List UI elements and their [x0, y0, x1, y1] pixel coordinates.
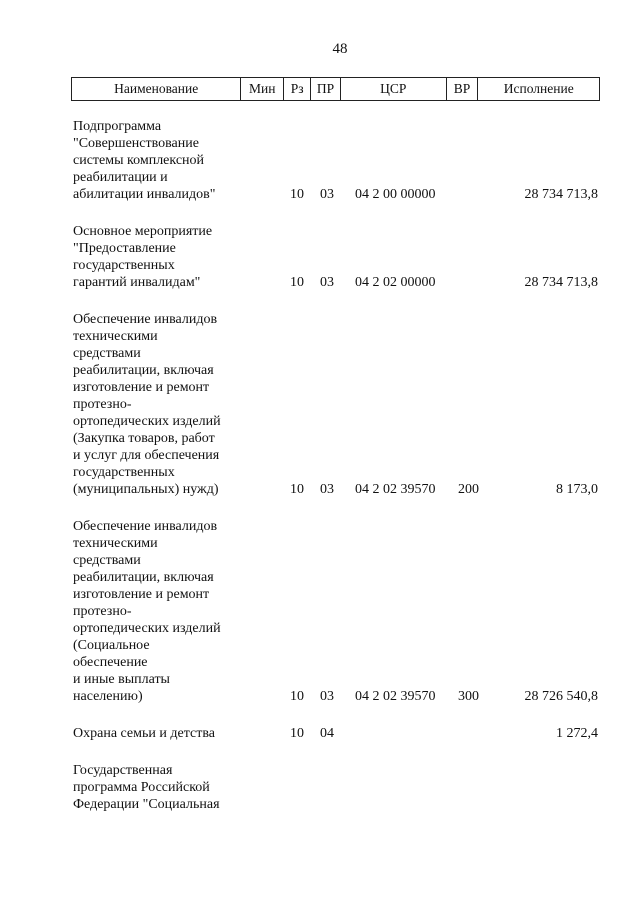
- table-row: [71, 518, 600, 705]
- row-rz: 10: [290, 275, 304, 290]
- row-pr: 03: [320, 689, 334, 704]
- header-pr: ПР: [310, 78, 340, 100]
- page-number: 48: [332, 41, 348, 57]
- header-execution: Исполнение: [477, 78, 599, 100]
- row-pr: 03: [320, 187, 334, 202]
- table-row: [71, 762, 600, 813]
- row-vr: 300: [458, 689, 479, 704]
- row-csr: 04 2 02 39570: [355, 689, 436, 704]
- row-rz: 10: [290, 482, 304, 497]
- header-rz: Рз: [283, 78, 310, 100]
- row-rz: 10: [290, 726, 304, 741]
- header-min: Мин: [240, 78, 283, 100]
- header-csr: ЦСР: [340, 78, 446, 100]
- row-pr: 04: [320, 726, 334, 741]
- header-vr: ВР: [446, 78, 478, 100]
- row-csr: 04 2 02 39570: [355, 482, 436, 497]
- table-row: [71, 118, 600, 203]
- row-name: Подпрограмма "Совершенствование системы комплексной реабилитации и абилитации инвалидов": [73, 119, 216, 202]
- row-name: Государственная программа Российской Федерации "Социальная: [73, 763, 220, 812]
- row-name: Основное мероприятие "Предоставление государственных гарантий инвалидам": [73, 224, 213, 290]
- table-row: [71, 725, 600, 742]
- row-execution: 28 726 540,8: [524, 689, 598, 704]
- table-row: [71, 223, 600, 291]
- header-name: Наименование: [114, 81, 199, 96]
- row-execution: 28 734 713,8: [524, 275, 598, 290]
- row-execution: 1 272,4: [556, 726, 598, 741]
- row-rz: 10: [290, 187, 304, 202]
- row-name: Обеспечение инвалидов техническими средствами реабилитации, включая изготовление и ремонт протезно- ортопедических изделий (Социальное обеспечение и иные выплаты населению): [73, 519, 221, 704]
- table-row: [71, 311, 600, 498]
- row-execution: 8 173,0: [556, 482, 598, 497]
- row-execution: 28 734 713,8: [524, 187, 598, 202]
- row-csr: 04 2 02 00000: [355, 275, 436, 290]
- row-name: Обеспечение инвалидов техническими средствами реабилитации, включая изготовление и ремонт протезно- ортопедических изделий (Закупка товаров, работ и услуг для обеспечения государственных (муниципальных) нужд): [73, 312, 221, 497]
- row-pr: 03: [320, 275, 334, 290]
- row-csr: 04 2 00 00000: [355, 187, 436, 202]
- row-pr: 03: [320, 482, 334, 497]
- row-vr: 200: [458, 482, 479, 497]
- table-header: [71, 77, 600, 101]
- row-name: Охрана семьи и детства: [73, 726, 215, 741]
- row-rz: 10: [290, 689, 304, 704]
